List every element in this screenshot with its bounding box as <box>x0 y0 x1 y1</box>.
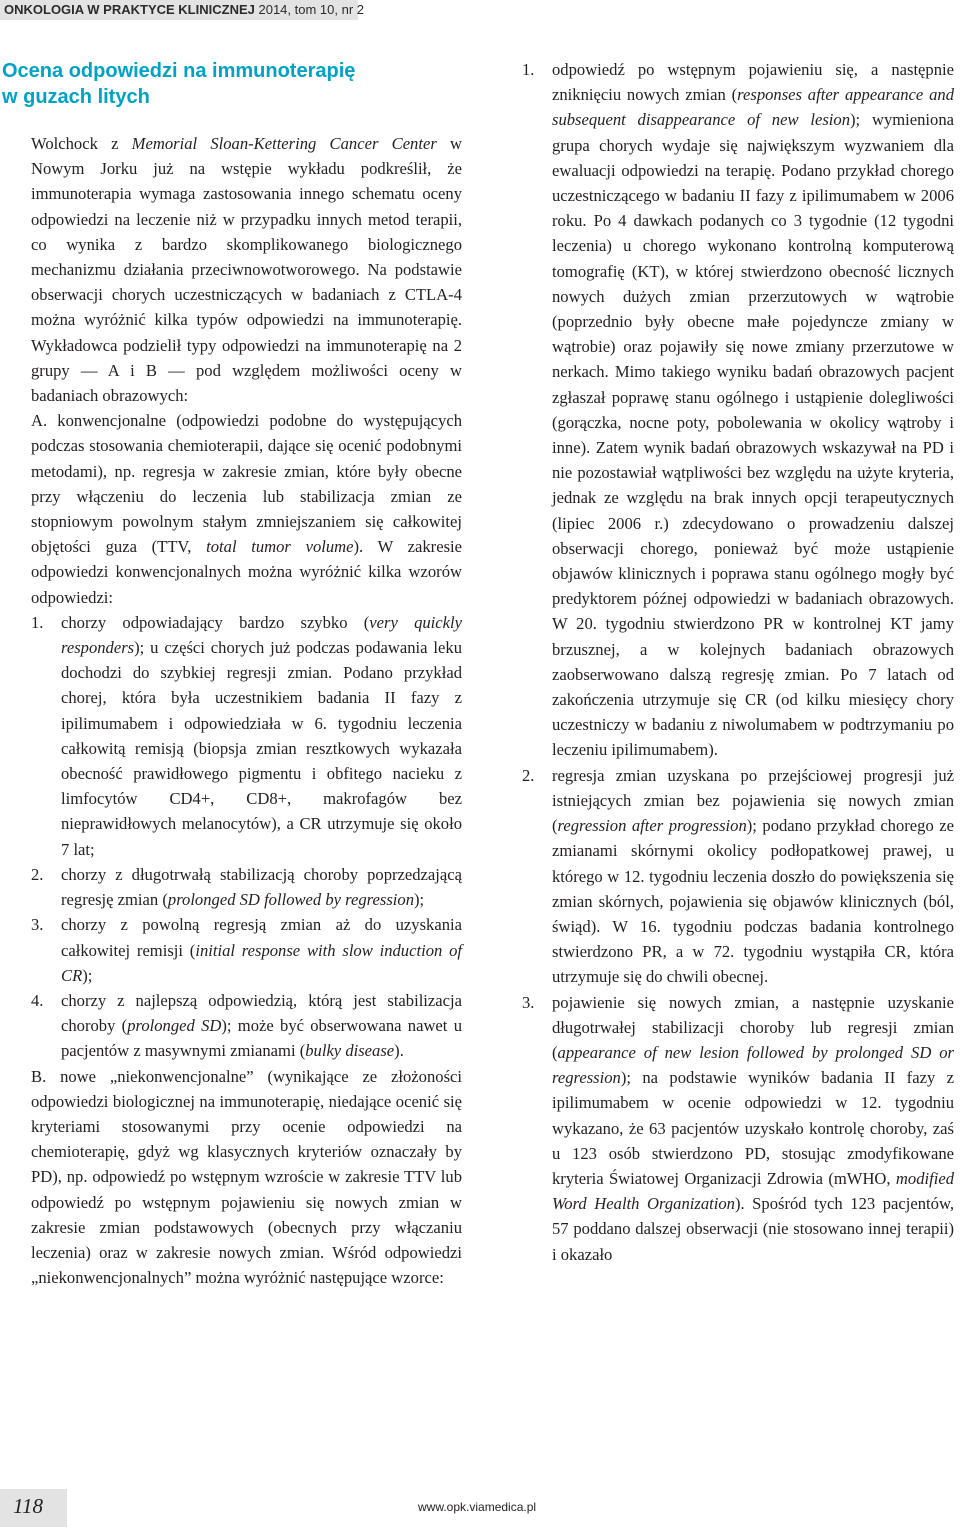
list-item-italic: initial response with slow induction of CR <box>61 940 462 985</box>
list-item-italic: prolonged SD <box>127 1016 222 1036</box>
list-item-text: ); może być obserwowana nawet u pacjentów z masywnymi zmianami ( <box>61 1016 462 1061</box>
list-item-number: 3. <box>522 992 535 1012</box>
list-item-text: odpowiedź po wstępnym pojawieniu się, a następnie zniknięciu nowych zmian ( <box>552 60 954 105</box>
section-title <box>2 58 472 110</box>
page-number: 118 <box>13 1494 43 1518</box>
list-item-italic: responses after appearance and subsequent disappearance of new lesion <box>552 85 954 130</box>
list-item-text: ); <box>82 965 93 985</box>
journal-header <box>0 0 364 20</box>
list-item <box>522 990 954 1267</box>
list-item-italic: regression after progression <box>557 816 747 836</box>
list-item-number: 1. <box>522 60 535 79</box>
list-item-number: 2. <box>31 864 44 884</box>
list-item-text: chorzy z najlepszą odpowiedzią, którą jest stabilizacja choroby ( <box>61 990 462 1036</box>
list-item-text: chorzy odpowiadający bardzo szybko ( <box>61 612 370 632</box>
list-item-italic: modified Word Health Organization <box>552 1168 954 1214</box>
right-column <box>522 57 954 1267</box>
list-item <box>31 988 462 1064</box>
list-item-text: ); podano przykład chorego ze zmianami skórnymi okolicy podłopatkowej prawej, u którego w 12. tygodniu leczenia doszło do powiększenia się zmian skórnych, pojawienia się objawów klinicznych (ból, świąd). W 16. tygodniu podczas badania kontrolnego stwierdzono PR, a w 72. tygodniu wystąpiła CR, która utrzymuje się do chwili obecnej. <box>552 816 954 987</box>
list-item <box>522 57 954 763</box>
list-item-text: ); u części chorych już podczas podawania leku dochodzi do szybkiej regresji zmian. Podano przykład chorej, która była uczestnikiem badania II fazy z ipilimumabem i odpowiedziała w 6. tygodniu leczenia całkowitą remisją (biopsja zmian resztkowych wykazała obecność prawidłowego pigmentu i obfitego nacieku z limfocytów CD4+, CD8+, makrofagów bez nieprawidłowych melanocytów), a CR utrzymuje się około 7 lat; <box>61 638 462 859</box>
list-item <box>31 862 462 912</box>
section-title-line2: w guzach litych <box>2 86 150 108</box>
list-item <box>31 610 462 862</box>
group-a-text-b: ). W zakresie odpowiedzi konwencjonalnych można wyróżnić kilka wzorów odpowiedzi: <box>31 537 462 607</box>
group-a-italic: total tumor volume <box>206 537 354 557</box>
list-item <box>31 912 462 988</box>
group-a-label: A. <box>31 411 48 431</box>
list-item-text: ). <box>394 1041 404 1061</box>
section-title-line1: Ocena odpowiedzi na immunoterapię <box>2 60 356 82</box>
list-item-text: chorzy z długotrwałą stabilizacją choroby poprzedzającą regresję zmian ( <box>61 864 462 910</box>
list-item-text: ); <box>414 890 425 910</box>
intro-italic: Memorial Sloan-Kettering Cancer Center <box>131 134 437 153</box>
journal-name: ONKOLOGIA W PRAKTYCE KLINICZNEJ <box>4 2 255 17</box>
group-b-text: nowe „niekonwencjonalne” (wynikające ze złożoności odpowiedzi biologicznej na immunoterapię, niedające ocenić się kryteriami stosowanymi przy ocenie odpowiedzi na chemioterapię, gdyż wg klasycznych kryteriów oznaczały by PD), np. odpowiedź po wstępnym wzroście w zakresie TTV lub odpowiedź po wstępnym pojawieniu się nowych zmian w zakresie zmian podstawowych (obecnych przy włączaniu leczenia) oraz w zakresie nowych zmian. Wśród odpowiedzi „niekonwencjonalnych” można wyróżnić następujące wzorce: <box>31 1066 462 1288</box>
list-item-text: ). Spośród tych 123 pacjentów, 57 poddano dalszej obserwacji (nie stosowano innej terapii) i okazało <box>552 1194 955 1264</box>
group-b <box>31 1064 462 1291</box>
list-item-number: 4. <box>31 990 44 1010</box>
list-item-text: chorzy z powolną regresją zmian aż do uzyskania całkowitej remisji ( <box>61 915 462 960</box>
group-a <box>31 408 462 610</box>
list-item-italic: bulky disease <box>305 1041 395 1061</box>
list-item-text: ); na podstawie wyników badania II fazy z ipilimumabem w ocenie odpowiedzi w 12. tygodniu wykazano, że 63 pacjentów uzyskało kontrolę choroby, zaś u 123 osób stwierdzono PD, stosując zmodyfikowane kryteria Światowej Organizacji Zdrowia (mWHO, <box>552 1068 954 1188</box>
list-item-number: 1. <box>31 612 44 632</box>
footer-url[interactable]: www.opk.viamedica.pl <box>418 1500 537 1514</box>
list-item-italic: appearance of new lesion followed by prolonged SD or regression <box>552 1042 954 1088</box>
intro-text-b: w Nowym Jorku już na wstępie wykładu podkreślił, że immunoterapia wymaga zastosowania innego schematu oceny odpowiedzi na leczenie niż w przypadku innych metod terapii, co wynika z bardzo skomplikowanego biologicznego mechanizmu działania przeciwnowotworowego. Na podstawie obserwacji chorych uczestniczących w badaniach z CTLA-4 można wyróżnić kilka typów odpowiedzi na immunoterapię. Wykładowca podzielił typy odpowiedzi na immunoterapię na 2 grupy — A i B — pod względem możliwości oceny w badaniach obrazowych: <box>31 134 462 406</box>
list-item-italic: very quickly responders <box>61 612 462 658</box>
group-a-text: konwencjonalne (odpowiedzi podobne do występujących podczas stosowania chemioterapii, dające się ocenić podobnymi metodami), np. regresja w zakresie zmian, które były obecne przy włączeniu do leczenia lub stabilizacja zmian ze stopniowym powolnym stałym zmniejszaniem się całkowitej objętości guza (TTV, <box>31 411 462 557</box>
list-item <box>522 763 954 990</box>
list-item-text: regresja zmian uzyskana po przejściowej progresji już istniejących zmian bez pojawienia się nowych zmian ( <box>552 765 954 836</box>
list-item-number: 2. <box>522 765 535 785</box>
list-item-text: ); wymieniona grupa chorych wydaje się największym wyzwaniem dla ewaluacji odpowiedzi na terapię. Podano przykład chorego uczestniczącego w badaniu II fazy z ipilimumabem w 2006 roku. Po 4 dawkach podanych co 3 tygodnie (12 tygodni leczenia) u chorego wykonano kontrolną komputerową tomografię (KT), w której stwierdzono obecność licznych nowych dużych zmian przerzutowych w wątrobie (poprzednio były obecne małe pojedyncze zmiany w wątrobie) oraz pojawiły się nowe zmiany przerzutowe w nerkach. Mimo takiego wyniku badań obrazowych pacjent zgłaszał poprawę stanu ogólnego i ustąpienie dolegliwości (gorączka, nocne poty, pobolewania w okolicy wątroby i inne). Zatem wynik badań obrazowych wskazywał na PD i nie pozostawiał wątpliwości bez względu na użyte kryteria, jednak ze względu na brak innych opcji terapeutycznych (lipiec 2006 r.) zdecydowano o prowadzeniu dalszej obserwacji chorego, ponieważ być może ustąpienie objawów klinicznych i poprawa stanu ogólnego mogły być predyktorem późnej odpowiedzi w badaniach obrazowych. W 20. tygodniu stwierdzono PR w kontrolnej KT jamy brzusznej, a w kolejnych badaniach obrazowych zaobserwowano dalszą regresję zmian. Po 7 latach od zakończenia utrzymuje się CR (od kilku miesięcy chory uczestniczy w badaniu z niwolumabem w podtrzymaniu po leczeniu ipilimumabem). <box>552 110 954 760</box>
intro-paragraph <box>31 131 462 408</box>
list-item-text: pojawienie się nowych zmian, a następnie uzyskanie długotrwałej stabilizacji choroby lub regresji zmian ( <box>552 992 954 1062</box>
list-item-italic: prolonged SD followed by regression <box>167 890 415 910</box>
journal-issue: 2014, tom 10, nr 2 <box>258 2 364 17</box>
left-column <box>31 131 462 1290</box>
group-b-label: B. <box>31 1066 47 1086</box>
list-item-number: 3. <box>31 915 44 935</box>
intro-text-a: Wolchock z <box>31 134 132 153</box>
